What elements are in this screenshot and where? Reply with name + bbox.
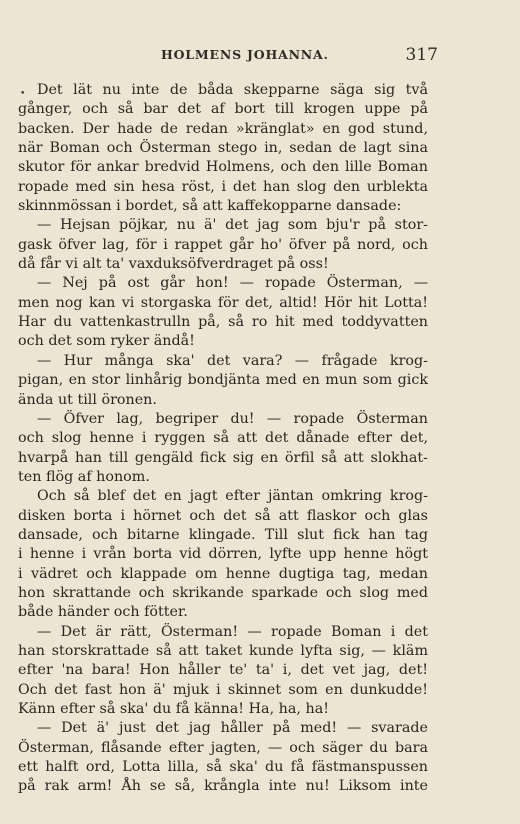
page-number: 317	[405, 45, 438, 65]
text-line: — Det är rätt, Österman! — ropade Boman i det	[37, 623, 428, 640]
text-line: på rak arm! Åh se så, krångla inte nu! Liksom inte	[18, 778, 428, 795]
text-line: men nog kan vi storgaska för det, altid! Hör hit Lotta!	[18, 294, 428, 311]
text-line: efter 'na bara! Hon håller te' ta' i, det vet jag, det!	[18, 662, 428, 679]
body-text	[18, 81, 428, 797]
text-line: pigan, en stor linhårig bondjänta med en mun som gick	[18, 372, 428, 389]
text-line: — Hur många ska' det vara? — frågade krog-	[37, 352, 428, 369]
text-line: gånger, och så bar det af bort till krogen uppe på	[18, 101, 428, 118]
text-line: hon skrattande och skrikande sparkade och slog med	[18, 584, 428, 601]
text-line: hvarpå han till gengäld fick sig en örfil så att slokhat-	[18, 449, 428, 466]
text-line: — Hejsan pöjkar, nu ä' det jag som bju'r på stor-	[37, 217, 428, 234]
text-line: ända ut till öronen.	[18, 391, 157, 408]
page-header	[18, 47, 438, 69]
text-line: när Boman och Österman stego in, sedan de lagt sina	[18, 140, 428, 157]
text-line: ropade med sin hesa röst, i det han slog den urblekta	[18, 178, 428, 195]
text-line: gask öfver lag, för i rappet går ho' öfver på nord, och	[18, 236, 428, 253]
text-line: Känn efter så ska' du få känna! Ha, ha, ha!	[18, 701, 329, 717]
text-line: i vädret och klappade om henne dugtiga tag, medan	[18, 565, 428, 582]
text-line: disken borta i hörnet och det så att flaskor och glas	[18, 507, 428, 524]
text-line: Och så blef det en jagt efter jäntan omkring krog-	[37, 488, 428, 505]
text-line: ten flög af honom.	[18, 468, 150, 485]
text-line: och slog henne i ryggen så att det dånade efter det,	[18, 430, 428, 447]
text-line: och det som ryker ändå!	[18, 333, 195, 350]
text-line: — Nej på ost går hon! — ropade Österman, —	[37, 275, 428, 292]
text-line: i henne i vrån borta vid dörren, lyfte upp henne högt	[18, 546, 428, 563]
text-line: skinnmössan i bordet, så att kaffekopparne dansade:	[18, 198, 402, 215]
text-line: då får vi alt ta' vaxduksöfverdraget på oss!	[18, 256, 329, 273]
text-line: han storskrattade så att taket kunde lyfta sig, — kläm	[18, 642, 428, 659]
text-line: ett halft ord, Lotta lilla, så ska' du få fästmanspussen	[18, 759, 428, 776]
text-line: dansade, och bitarne klingade. Till slut fick han tag	[18, 526, 428, 543]
text-line: skutor för ankar bredvid Holmens, och den lille Boman	[18, 159, 428, 176]
text-line: backen. Der hade de redan »kränglat» en god stund,	[18, 120, 428, 137]
running-title: HOLMENS JOHANNA.	[161, 47, 329, 62]
text-line: — Öfver lag, begriper du! — ropade Österman	[37, 410, 428, 427]
text-line: Det lät nu inte de båda skepparne säga sig två	[37, 82, 428, 98]
text-line: — Det ä' just det jag håller på med! — svarade	[37, 720, 428, 737]
text-line: Har du vattenkastrulln på, så ro hit med toddyvatten	[18, 314, 428, 331]
print-speck: •	[20, 89, 26, 99]
text-line: både händer och fötter.	[18, 604, 188, 621]
text-line: Och det fast hon ä' mjuk i skinnet som en dunkudde!	[18, 681, 428, 698]
text-line: Österman, flåsande efter jagten, — och säger du bara	[18, 739, 428, 756]
